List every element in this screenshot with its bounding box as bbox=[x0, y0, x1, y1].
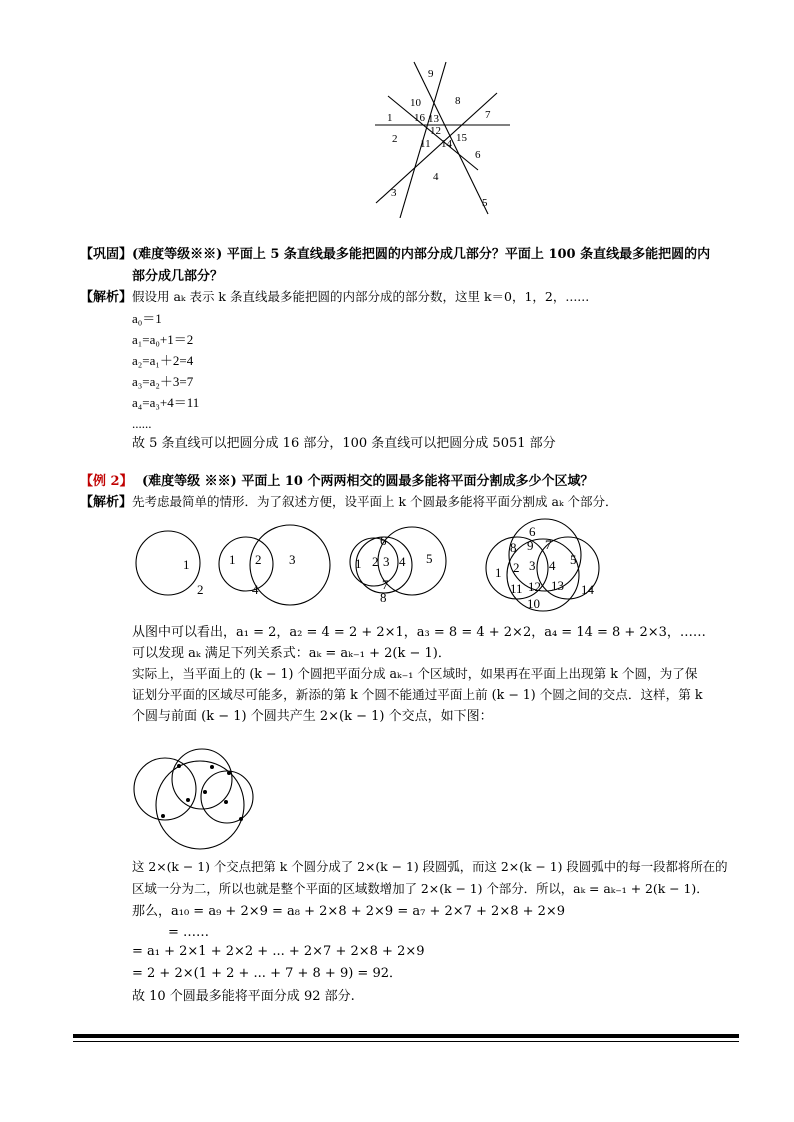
final-answer: 故 10 个圆最多能将平面分成 92 部分. bbox=[132, 989, 355, 1004]
intersection-dot bbox=[239, 817, 243, 821]
arc-line-2: 区域一分为二，所以也就是整个平面的区域数增加了 2×(k − 1) 个部分．所以，aₖ = aₖ₋₁ + 2(k − 1)． bbox=[132, 881, 709, 896]
intersection-dot bbox=[161, 814, 165, 818]
explain-line-1: 实际上，当平面上的 (k − 1) 个圆把平面分成 aₖ₋₁ 个区域时，如果再在平面上出现第 k 个圆，为了保 bbox=[132, 666, 698, 681]
circle bbox=[134, 758, 196, 820]
region-label: 11 bbox=[420, 138, 431, 150]
intersection-dot bbox=[203, 790, 207, 794]
gonggu-conclusion: 故 5 条直线可以把圆分成 16 部分，100 条直线可以把圆分成 5051 部分 bbox=[132, 436, 556, 451]
circle bbox=[136, 531, 200, 595]
region-label: 4 bbox=[433, 171, 439, 183]
explain-line-2: 证划分平面的区域尽可能多，新添的第 k 个圆不能通过平面上前 (k − 1) 个圆之间的交点．这样，第 k bbox=[132, 687, 703, 702]
region-label: 14 bbox=[581, 582, 594, 597]
region-label: 2 bbox=[255, 552, 262, 567]
arc-line-1: 这 2×(k − 1) 个交点把第 k 个圆分成了 2×(k − 1) 段圆弧，而这 2×(k − 1) 段圆弧中的每一段都将所在的 bbox=[132, 859, 728, 874]
region-label: 2 bbox=[372, 554, 379, 569]
example2-jiexi-text: 先考虑最简单的情形．为了叙述方便，设平面上 k 个圆最多能将平面分割成 aₖ 个部分． bbox=[132, 494, 618, 509]
circles-diagram bbox=[130, 515, 610, 615]
region-label: 10 bbox=[527, 596, 540, 611]
region-label: 3 bbox=[391, 187, 397, 199]
region-label: 4 bbox=[549, 558, 556, 573]
region-label: 6 bbox=[475, 149, 481, 161]
footer-rule-thick bbox=[73, 1034, 739, 1038]
intersection-dot bbox=[210, 765, 214, 769]
sum-line-1: 那么，a₁₀ = a₉ + 2×9 = a₈ + 2×8 + 2×9 = a₇ + 2×7 + 2×8 + 2×9 bbox=[132, 904, 566, 919]
obs-line: 从图中可以看出，a₁ = 2，a₂ = 4 = 2 + 2×1，a₃ = 8 = 4 + 2×2，a₄ = 14 = 8 + 2×3，…… bbox=[132, 625, 706, 640]
relation-line: 可以发现 aₖ 满足下列关系式：aₖ = aₖ₋₁ + 2(k − 1)． bbox=[132, 646, 451, 661]
region-label: 2 bbox=[197, 582, 204, 597]
intersection-dot bbox=[224, 800, 228, 804]
region-label: 1 bbox=[387, 112, 393, 124]
gonggu-jiexi-text: 假设用 aₖ 表示 k 条直线最多能把圆的内部分成的部分数，这里 k＝0，1，2，...... bbox=[132, 289, 590, 304]
circle bbox=[201, 771, 253, 823]
seq-line: a₂=a₁＋2=4 bbox=[132, 353, 194, 368]
explain-line-3: 个圆与前面 (k − 1) 个圆共产生 2×(k − 1) 个交点，如下图： bbox=[132, 709, 493, 724]
gonggu-question-line2: 部分成几部分？ bbox=[132, 269, 224, 284]
region-label: 3 bbox=[383, 554, 390, 569]
region-label: 13 bbox=[428, 113, 439, 125]
region-label: 2 bbox=[392, 133, 398, 145]
sum-line-2: = …… bbox=[168, 925, 210, 940]
region-label: 11 bbox=[510, 581, 523, 596]
intersections-figure bbox=[130, 745, 270, 855]
region-label: 7 bbox=[545, 537, 552, 552]
region-label: 8 bbox=[510, 540, 517, 555]
region-label: 7 bbox=[485, 109, 491, 121]
region-label: 16 bbox=[414, 112, 425, 124]
seq-line: a₄=a₃+4＝11 bbox=[132, 395, 200, 410]
seq-line: a₀＝1 bbox=[132, 311, 162, 326]
seq-line: ...... bbox=[132, 416, 152, 431]
region-label: 4 bbox=[399, 554, 406, 569]
lines-figure bbox=[370, 58, 520, 218]
footer-rule-thin bbox=[73, 1041, 739, 1042]
intersection-dot bbox=[177, 764, 181, 768]
circle bbox=[219, 537, 273, 591]
region-label: 1 bbox=[183, 557, 190, 572]
region-label: 1 bbox=[495, 565, 502, 580]
gonggu-question-line1: (难度等级※※) 平面上 5 条直线最多能把圆的内部分成几部分？平面上 100 条直线最多能把圆的内 bbox=[132, 247, 711, 262]
intersection-dot bbox=[227, 771, 231, 775]
region-label: 8 bbox=[455, 95, 461, 107]
region-label: 3 bbox=[529, 558, 536, 573]
region-label: 7 bbox=[382, 577, 389, 592]
gonggu-tag: 【巩固】 bbox=[80, 247, 133, 262]
region-label: 4 bbox=[252, 582, 259, 597]
seq-line: a₁=a₀+1＝2 bbox=[132, 332, 194, 347]
circle bbox=[156, 761, 244, 849]
region-label: 2 bbox=[513, 560, 520, 575]
gonggu-jiexi-tag: 【解析】 bbox=[80, 290, 133, 305]
region-label: 12 bbox=[528, 579, 541, 594]
region-label: 12 bbox=[430, 125, 441, 137]
region-label: 15 bbox=[456, 132, 467, 144]
seq-line: a₃=a₂＋3=7 bbox=[132, 374, 194, 389]
region-label: 1 bbox=[229, 552, 236, 567]
example2-jiexi-tag: 【解析】 bbox=[80, 495, 133, 510]
region-label: 9 bbox=[428, 68, 434, 80]
region-label: 5 bbox=[482, 197, 488, 209]
example2-question: (难度等级 ※※) 平面上 10 个两两相交的圆最多能将平面分割成多少个区域？ bbox=[142, 474, 594, 489]
region-label: 8 bbox=[380, 590, 387, 605]
region-label: 1 bbox=[355, 556, 362, 571]
region-label: 3 bbox=[289, 552, 296, 567]
region-label: 5 bbox=[570, 552, 577, 567]
sum-line-4: = 2 + 2×(1 + 2 + ... + 7 + 8 + 9) = 92． bbox=[132, 966, 402, 981]
intersection-dot bbox=[186, 798, 190, 802]
region-label: 5 bbox=[426, 551, 433, 566]
region-label: 9 bbox=[527, 538, 534, 553]
example2-tag: 【例 2】 bbox=[80, 474, 133, 489]
region-label: 13 bbox=[551, 578, 564, 593]
sum-line-3: = a₁ + 2×1 + 2×2 + ... + 2×7 + 2×8 + 2×9 bbox=[132, 944, 425, 959]
region-label: 10 bbox=[410, 97, 421, 109]
region-label: 6 bbox=[380, 533, 387, 548]
circle bbox=[172, 749, 232, 809]
region-label: 6 bbox=[529, 524, 536, 539]
region-label: 14 bbox=[441, 138, 452, 150]
